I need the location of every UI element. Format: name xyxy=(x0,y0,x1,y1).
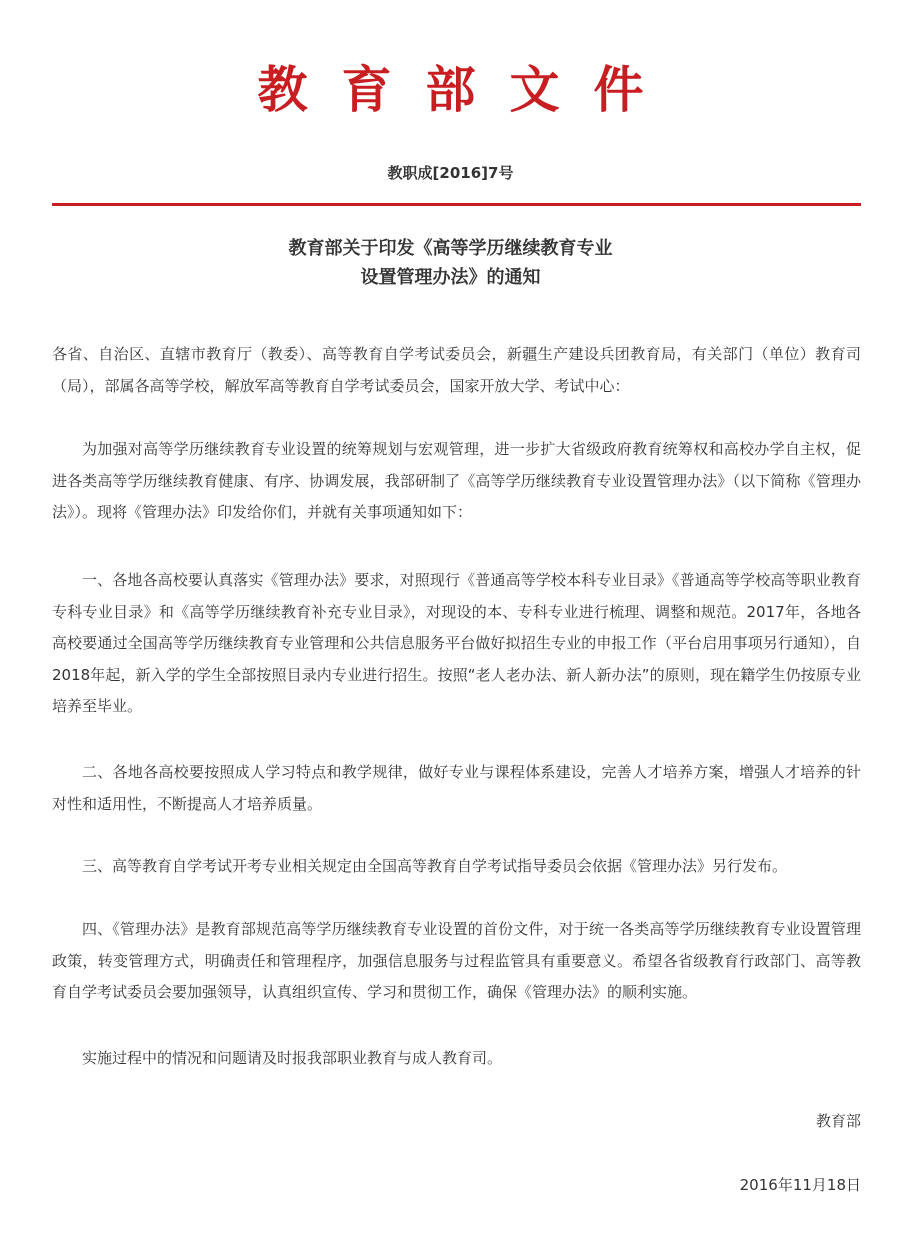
item-one-paragraph: 一、各地各高校要认真落实《管理办法》要求，对照现行《普通高等学校本科专业目录》《普通高等学校高等职业教育专科专业目录》和《高等学历继续教育补充专业目录》，对现设的本、专科专业进行梳理、调整和规范。2017年，各地各高校要通过全国高等学历继续教育专业管理和公共信息服务平台做好拟招生专业的申报工作（平台启用事项另行通知），自2018年起，新入学的学生全部按照目录内专业进行招生。按照“老人老办法、新人新办法”的原则，现在籍学生仍按原专业培养至毕业。 xyxy=(52,571,861,715)
notice-title-line-2: 设置管理办法》的通知 xyxy=(360,267,541,288)
signer: 教育部 xyxy=(815,1112,861,1130)
red-divider-line xyxy=(52,203,861,206)
document-header-title: 教育部文件 xyxy=(257,60,678,119)
document-number: 教职成[2016]7号 xyxy=(387,164,514,182)
issue-date: 2016年11月18日 xyxy=(739,1176,861,1194)
notice-title xyxy=(0,234,901,292)
addressee-paragraph: 各省、自治区、直辖市教育厅（教委）、高等教育自学考试委员会，新疆生产建设兵团教育局，有关部门（单位）教育司（局），部属各高等学校，解放军高等教育自学考试委员会，国家开放大学、考试中心： xyxy=(52,345,861,395)
item-three-paragraph: 三、高等教育自学考试开考专业相关规定由全国高等教育自学考试指导委员会依据《管理办法》另行发布。 xyxy=(82,857,788,875)
item-two-paragraph: 二、各地各高校要按照成人学习特点和教学规律，做好专业与课程体系建设，完善人才培养方案，增强人才培养的针对性和适用性，不断提高人才培养质量。 xyxy=(52,763,861,813)
notice-title-line-1: 教育部关于印发《高等学历继续教育专业 xyxy=(288,238,613,259)
closing-paragraph: 实施过程中的情况和问题请及时报我部职业教育与成人教育司。 xyxy=(82,1049,503,1067)
intro-paragraph: 为加强对高等学历继续教育专业设置的统筹规划与宏观管理，进一步扩大省级政府教育统筹权和高校办学自主权，促进各类高等学历继续教育健康、有序、协调发展，我部研制了《高等学历继续教育专业设置管理办法》（以下简称《管理办法》）。现将《管理办法》印发给你们，并就有关事项通知如下： xyxy=(52,440,861,521)
item-four-paragraph: 四、《管理办法》是教育部规范高等学历继续教育专业设置的首份文件，对于统一各类高等学历继续教育专业设置管理政策，转变管理方式，明确责任和管理程序，加强信息服务与过程监管具有重要意义。希望各省级教育行政部门、高等教育自学考试委员会要加强领导，认真组织宣传、学习和贯彻工作，确保《管理办法》的顺利实施。 xyxy=(52,920,861,1001)
